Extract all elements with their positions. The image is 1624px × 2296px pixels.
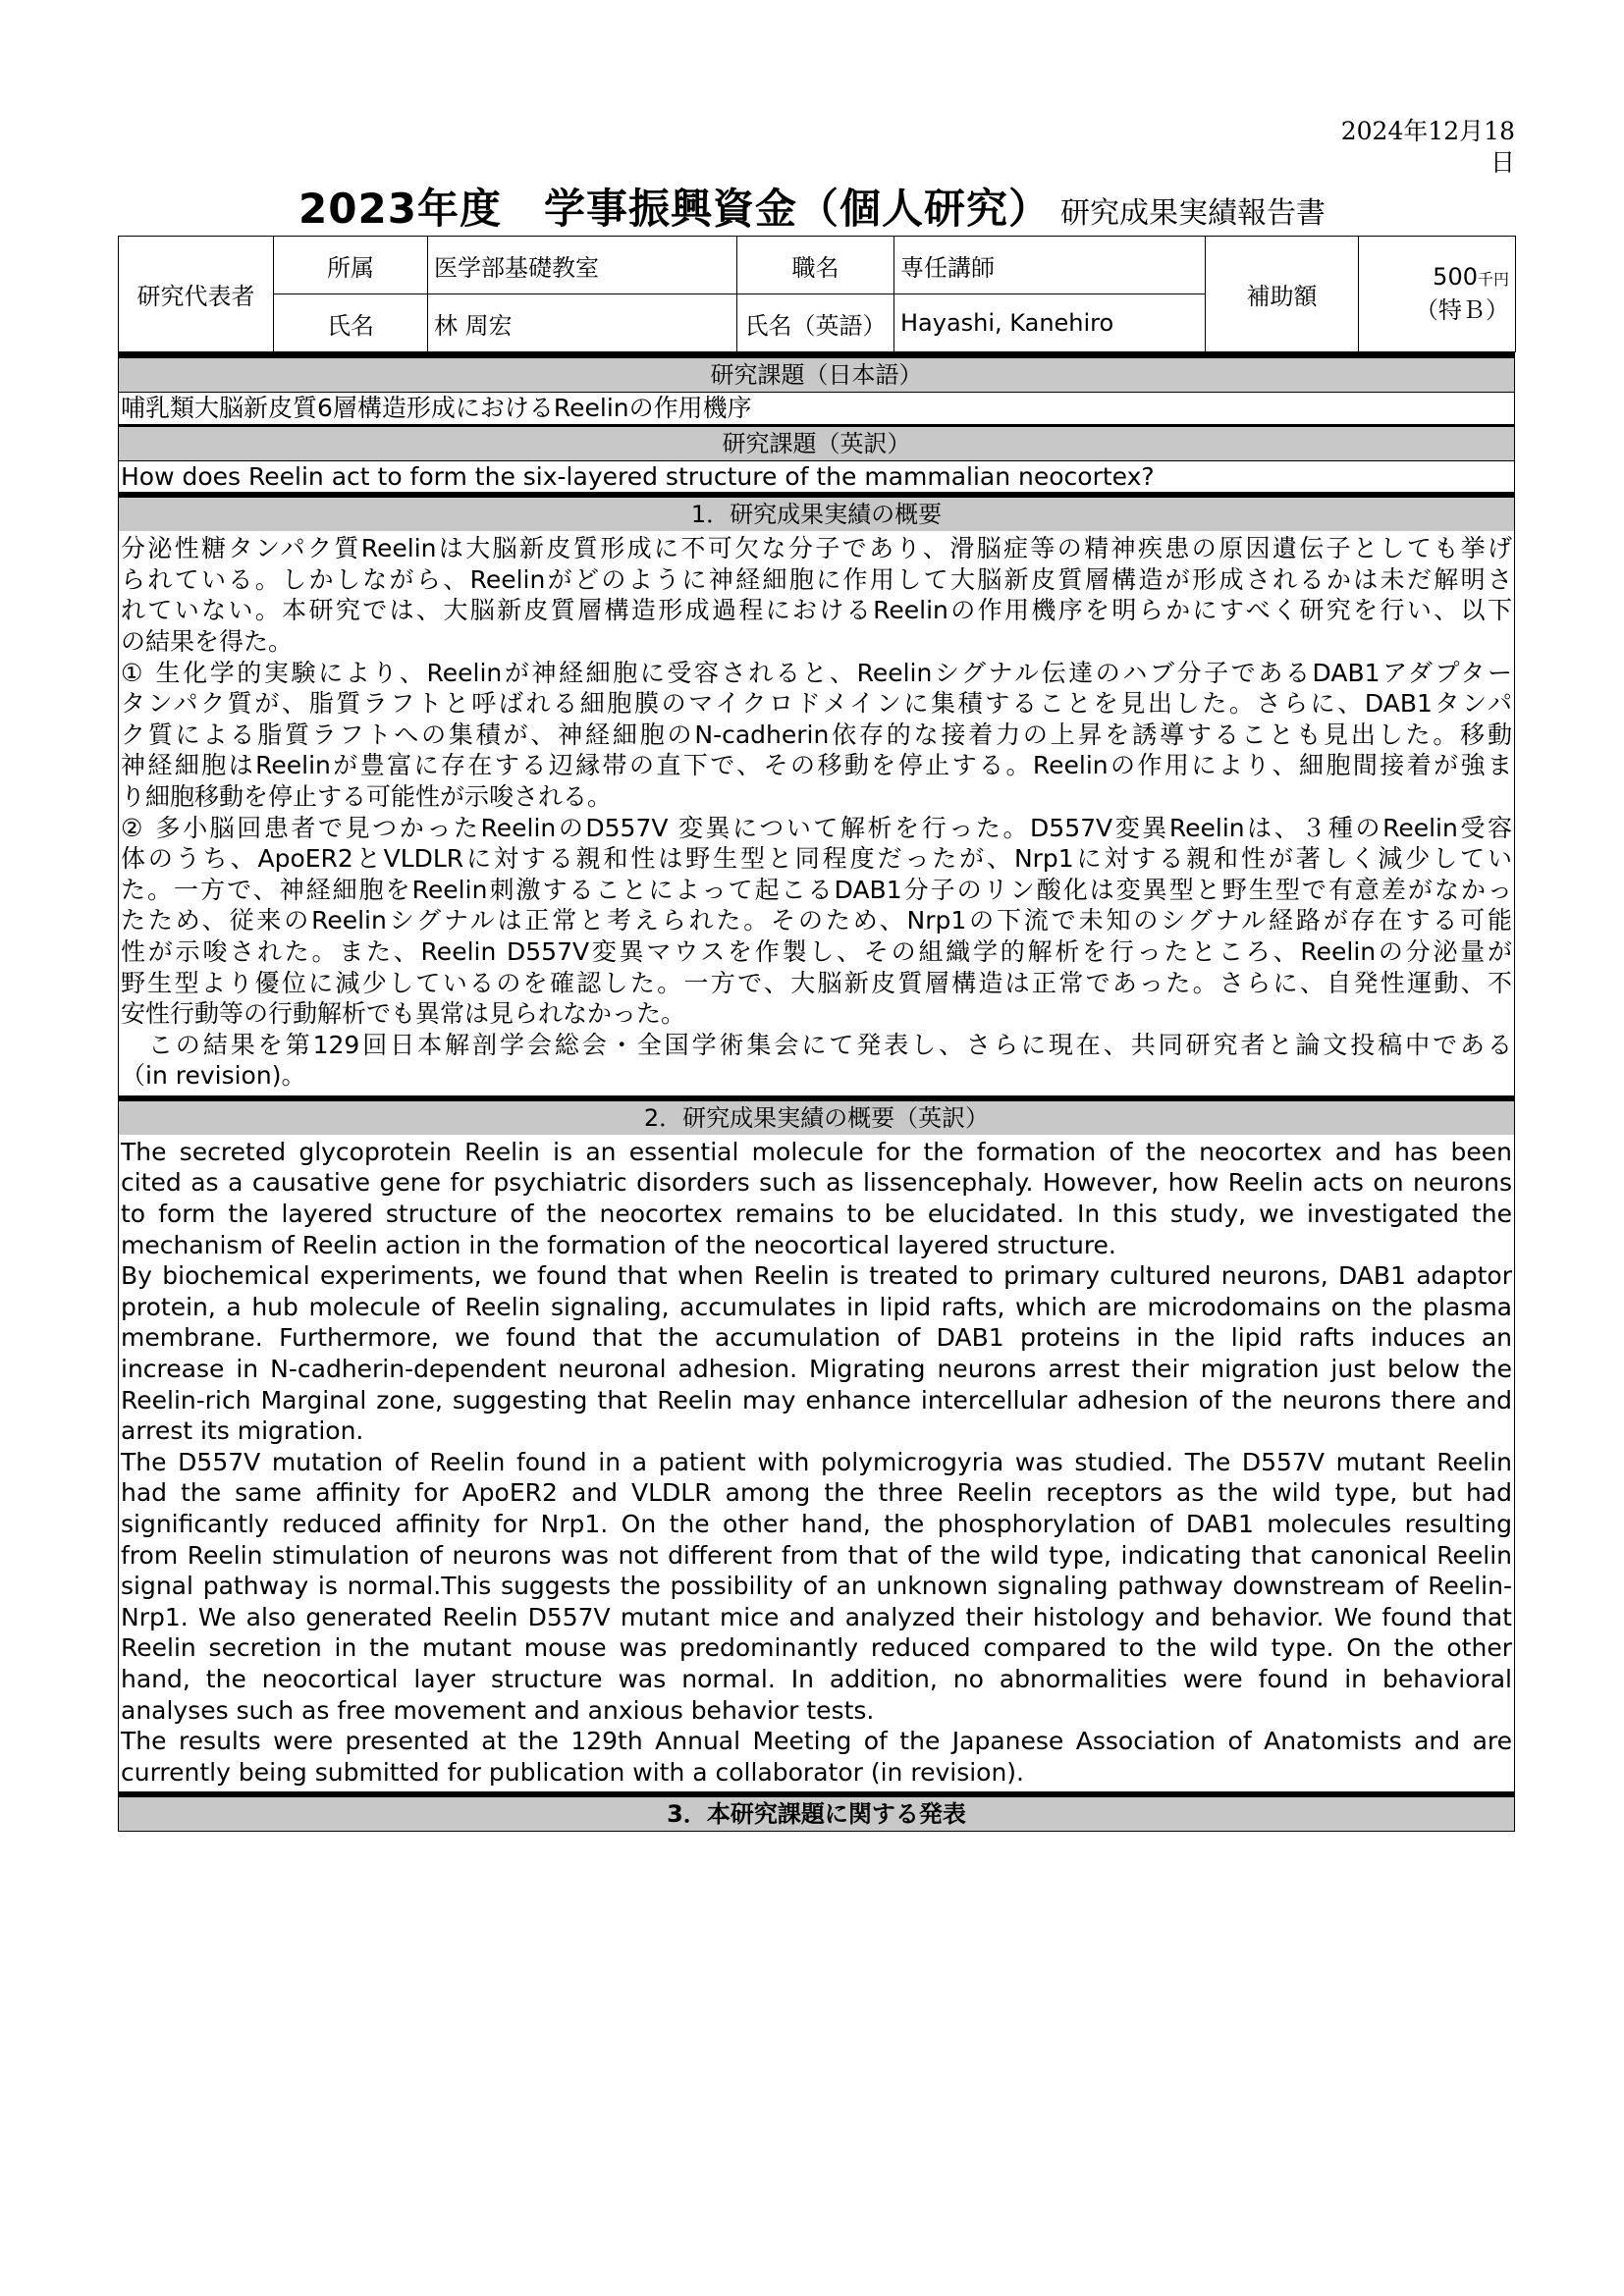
body-line: currently being submitted for publication with a collaborator (in revision). xyxy=(121,1757,1025,1787)
body-line: hand, the neocortical layer structure was normal. In addition, no abnormalities were found in behavioral xyxy=(121,1664,1512,1693)
body-line: 安性行動等の行動解析でも異常は見られなかった。 xyxy=(121,999,686,1029)
grant-value xyxy=(1359,237,1516,352)
topic-jp-text: 哺乳類大脳新皮質6層構造形成におけるReelinの作用機序 xyxy=(119,392,1514,424)
name-en-value: Hayashi, Kanehiro xyxy=(894,294,1206,352)
body-line: 分泌性糖タンパク質Reelinは大脳新皮質形成に不可欠な分子であり、滑脳症等の精神疾患の原因遺伝子としても挙げ xyxy=(121,534,1512,563)
body-line: The results were presented at the 129th Annual Meeting of the Japanese Association of Anatomists and are xyxy=(121,1727,1512,1756)
summary-jp-header: 1．研究成果実績の概要 xyxy=(119,492,1514,531)
publications-header: 3．本研究課題に関する発表 xyxy=(119,1791,1514,1831)
report-date: 2024年12月18日 xyxy=(1340,117,1515,177)
body-line: たため、従来のReelinシグナルは正常と考えられた。そのため、Nrp1の下流で未知のシグナル経路が存在する可能 xyxy=(121,906,1512,935)
title-sub: 研究成果実績報告書 xyxy=(1059,196,1326,231)
body-line: Reelin secretion in the mutant mouse was predominantly reduced compared to the wild type. On the other xyxy=(121,1633,1512,1663)
affiliation-value: 医学部基礎教室 xyxy=(428,237,737,294)
body-line: ク質による脂質ラフトへの集積が、神経細胞のN-cadherin依存的な接着力の上昇を誘導することも見出した。移動 xyxy=(121,720,1512,749)
body-line: cited as a causative gene for psychiatric disorders such as lissencephaly. However, how Reelin acts on neurons xyxy=(121,1168,1512,1198)
topic-en-text: How does Reelin act to form the six-layered structure of the mammalian neocortex? xyxy=(119,460,1514,493)
body-line: mechanism of Reelin action in the formation of the neocortical layered structure. xyxy=(121,1230,1116,1259)
body-line: の結果を得た。 xyxy=(121,626,294,656)
body-line: By biochemical experiments, we found that when Reelin is treated to primary cultured neurons, DAB1 adaptor xyxy=(121,1261,1512,1291)
body-line: 神経細胞はReelinが豊富に存在する辺縁帯の直下で、その移動を停止する。Reelinの作用により、細胞間接着が強ま xyxy=(121,751,1512,780)
body-line: increase in N-cadherin-dependent neuronal adhesion. Migrating neurons arrest their migration just below the xyxy=(121,1355,1512,1384)
page-title xyxy=(0,177,1624,236)
body-line: membrane. Furthermore, we found that the accumulation of DAB1 proteins in the lipid rafts induces an xyxy=(121,1323,1512,1353)
body-line: The secreted glycoprotein Reelin is an essential molecule for the formation of the neocortex and has been xyxy=(121,1137,1512,1166)
topic-jp-section xyxy=(118,352,1515,1832)
body-line: り細胞移動を停止する可能性が示唆される。 xyxy=(121,781,613,811)
summary-en-body xyxy=(119,1135,1514,1791)
body-line: （in revision)。 xyxy=(121,1061,306,1091)
body-line: 体のうち、ApoER2とVLDLRに対する親和性は野生型と同程度だったが、Nrp1に対する親和性が著しく減少してい xyxy=(121,844,1512,874)
body-line: られている。しかしながら、Reelinがどのように神経細胞に作用して大脳新皮質層構造が形成されるかは未だ解明さ xyxy=(121,564,1512,594)
topic-en-header: 研究課題（英訳） xyxy=(119,424,1514,460)
body-line: Nrp1. We also generated Reelin D557V mutant mice and analyzed their histology and behavior. We found that xyxy=(121,1602,1512,1631)
info-table xyxy=(118,236,1516,352)
summary-en-header: 2．研究成果実績の概要（英訳） xyxy=(119,1095,1514,1135)
body-line: ② 多小脳回患者で見つかったReelinのD557V 変異について解析を行った。D557V変異Reelinは、３種のReelin受容 xyxy=(121,813,1512,842)
body-line: signal pathway is normal.This suggests the possibility of an unknown signaling pathway downstream of Reelin- xyxy=(121,1572,1512,1601)
summary-jp-body xyxy=(119,531,1514,1095)
body-line: Reelin-rich Marginal zone, suggesting that Reelin may enhance intercellular adhesion of the neurons there and xyxy=(121,1385,1512,1415)
name-label: 氏名 xyxy=(274,294,428,352)
body-line: significantly reduced affinity for Nrp1. On the other hand, the phosphorylation of DAB1 molecules resulting xyxy=(121,1510,1512,1538)
body-line: ① 生化学的実験により、Reelinが神経細胞に受容されると、Reelinシグナル伝達のハブ分子であるDAB1アダプター xyxy=(121,658,1512,687)
topic-jp-header: 研究課題（日本語） xyxy=(119,352,1514,392)
representative-label: 研究代表者 xyxy=(119,237,274,352)
body-line: protein, a hub molecule of Reelin signaling, accumulates in lipid rafts, which are microdomains on the plasma xyxy=(121,1292,1512,1321)
body-line: 野生型より優位に減少しているのを確認した。一方で、大脳新皮質層構造は正常であった。さらに、自発性運動、不 xyxy=(121,968,1512,997)
body-line: タンパク質が、脂質ラフトと呼ばれる細胞膜のマイクロドメインに集積することを見出した。さらに、DAB1タンパ xyxy=(121,689,1512,719)
body-line: れていない。本研究では、大脳新皮質層構造形成過程におけるReelinの作用機序を明らかにすべく研究を行い、以下 xyxy=(121,596,1512,625)
body-line: analyses such as free movement and anxious behavior tests. xyxy=(121,1695,875,1725)
body-line: この結果を第129回日本解剖学会総会・全国学術集会にて発表し、さらに現在、共同研究者と論文投稿中である xyxy=(121,1030,1512,1059)
title-main: 2023年度 学事振興資金（個人研究） xyxy=(298,185,1051,233)
grant-type: （特Ｂ） xyxy=(1415,296,1509,324)
body-line: The D557V mutation of Reelin found in a patient with polymicrogyria was studied. The D557V mutant Reelin xyxy=(121,1447,1512,1476)
body-line: to form the layered structure of the neocortex remains to be elucidated. In this study, we investigated the xyxy=(121,1200,1512,1229)
grant-amount: 500 xyxy=(1433,263,1478,291)
grant-label: 補助額 xyxy=(1206,237,1359,352)
body-line: 性が示唆された。また、Reelin D557V変異マウスを作製し、その組織学的解析を行ったところ、Reelinの分泌量が xyxy=(121,936,1512,966)
body-line: from Reelin stimulation of neurons was not different from that of the wild type, indicating that canonical Reelin xyxy=(121,1540,1512,1570)
body-line: た。一方で、神経細胞をReelin刺激することによって起こるDAB1分子のリン酸化は変異型と野生型で有意差がなかっ xyxy=(121,875,1512,904)
position-label: 職名 xyxy=(737,237,894,294)
affiliation-label: 所属 xyxy=(274,237,428,294)
body-line: had the same affinity for ApoER2 and VLDLR among the three Reelin receptors as the wild type, but had xyxy=(121,1478,1512,1508)
name-en-label: 氏名（英語） xyxy=(737,294,894,352)
position-value: 専任講師 xyxy=(894,237,1206,294)
report-form xyxy=(118,236,1515,1832)
body-line: arrest its migration. xyxy=(121,1416,364,1446)
grant-unit: 千円 xyxy=(1477,270,1509,289)
name-value: 林 周宏 xyxy=(428,294,737,352)
